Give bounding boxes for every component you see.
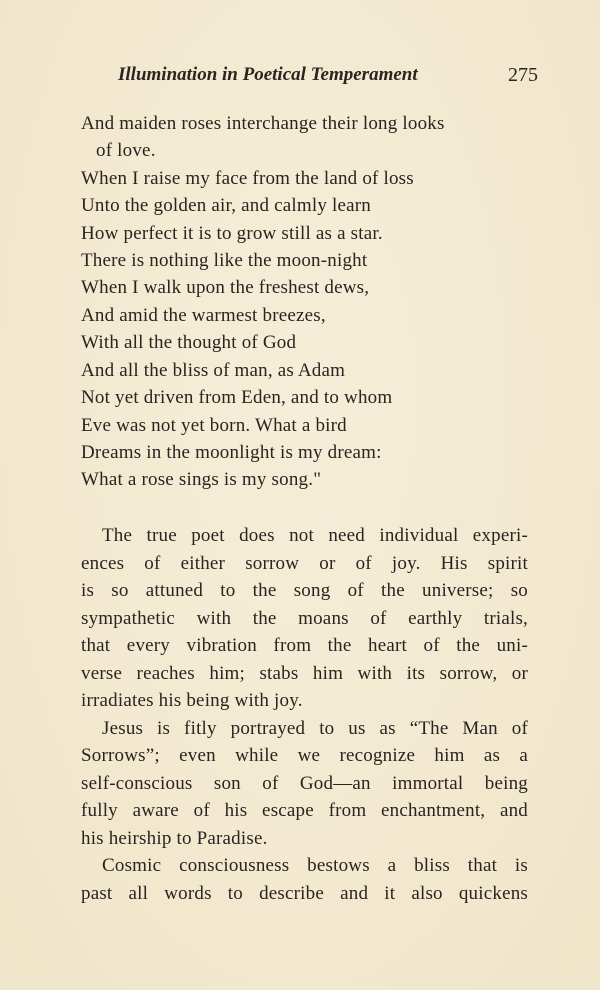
poem-line: Dreams in the moonlight is my dream: — [81, 442, 382, 463]
poem-line: What a rose sings is my song." — [81, 469, 322, 490]
prose-line: his heirship to Paradise. — [81, 828, 268, 849]
poem-line: When I walk upon the freshest dews, — [81, 277, 370, 298]
prose-line: self-conscious son of God—an immortal being — [81, 773, 528, 794]
poem-line: And all the bliss of man, as Adam — [81, 360, 346, 381]
running-header — [118, 64, 538, 86]
prose-line: that every vibration from the heart of the uni- — [81, 635, 528, 656]
prose-line: irradiates his being with joy. — [81, 690, 303, 711]
prose-line: Sorrows”; even while we recognize him as a — [81, 745, 528, 766]
prose-line: ences of either sorrow or of joy. His spirit — [81, 553, 528, 574]
running-title: Illumination in Poetical Temperament — [118, 64, 418, 85]
poem-line: And maiden roses interchange their long looks — [81, 113, 445, 134]
prose-line: Jesus is fitly portrayed to us as “The Man of — [102, 718, 528, 739]
prose-line: The true poet does not need individual experi- — [102, 525, 528, 546]
poem-line: With all the thought of God — [81, 332, 297, 353]
poem-line: Not yet driven from Eden, and to whom — [81, 387, 393, 408]
poem-line: There is nothing like the moon-night — [81, 250, 368, 271]
prose-line: verse reaches him; stabs him with its sorrow, or — [81, 663, 528, 684]
prose-line: past all words to describe and it also quickens — [81, 883, 528, 904]
poem-line: How perfect it is to grow still as a star. — [81, 223, 383, 244]
poem-line: Eve was not yet born. What a bird — [81, 415, 347, 436]
poem-line: Unto the golden air, and calmly learn — [81, 195, 371, 216]
prose-line: sympathetic with the moans of earthly trials, — [81, 608, 528, 629]
poem-line: When I raise my face from the land of loss — [81, 168, 414, 189]
prose-line: Cosmic consciousness bestows a bliss that is — [102, 855, 528, 876]
poem-line: And amid the warmest breezes, — [81, 305, 326, 326]
prose-line: is so attuned to the song of the universe; so — [81, 580, 528, 601]
prose-line: fully aware of his escape from enchantment, and — [81, 800, 528, 821]
poem-line: of love. — [96, 140, 156, 161]
page-number: 275 — [508, 64, 538, 86]
